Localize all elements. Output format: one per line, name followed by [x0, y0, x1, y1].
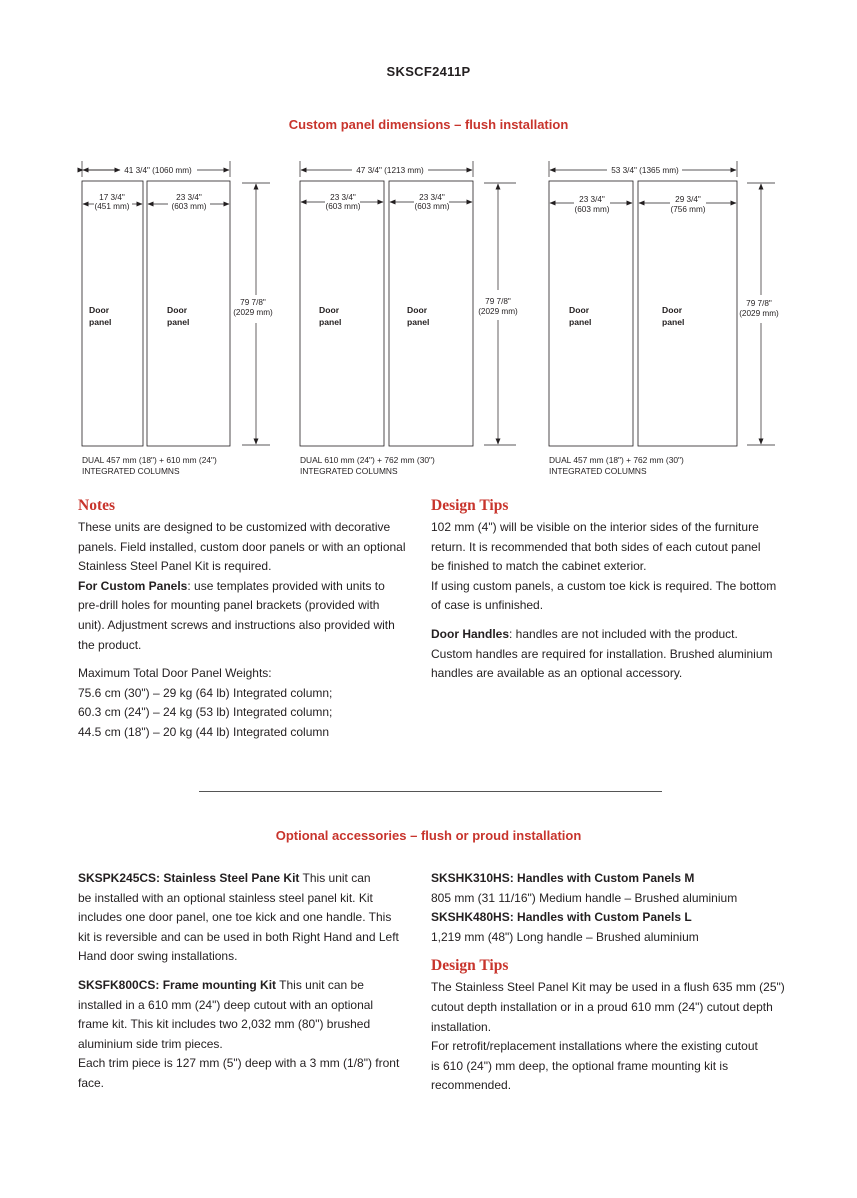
notes-heading: Notes	[78, 497, 116, 514]
door-panel-label: panel	[569, 317, 592, 327]
diagram-caption: INTEGRATED COLUMNS	[549, 466, 647, 476]
diagram-caption: DUAL 610 mm (24") + 762 mm (30")	[300, 455, 435, 465]
height-label-inches: 79 7/8"	[746, 299, 772, 308]
door-panel-label: panel	[407, 317, 430, 327]
door-panel-label: Door	[407, 305, 428, 315]
door-panel-outline	[638, 181, 737, 446]
notes-text-line: Stainless Steel Panel Kit is required.	[78, 559, 272, 574]
door-handles-note: Door Handles: handles are not included with the product.	[431, 626, 738, 641]
handle-l-name: SKSHK480HS: Handles with Custom Panels L	[431, 910, 692, 925]
door-handles-label: Door Handles	[431, 626, 510, 641]
design-tip-line: The Stainless Steel Panel Kit may be used in a flush 635 mm (25")	[431, 980, 785, 995]
accessories-right	[431, 869, 801, 1096]
weight-line: 75.6 cm (30") – 29 kg (64 lb) Integrated column;	[78, 685, 333, 700]
accessory-text-line: frame kit. This kit includes two 2,032 mm (80") brushed	[78, 1017, 371, 1032]
diagram-2	[300, 161, 518, 476]
weights-heading: Maximum Total Door Panel Weights:	[78, 666, 272, 681]
door-panel-label: panel	[89, 317, 112, 327]
height-label-mm: (2029 mm)	[233, 308, 273, 317]
height-label-inches: 79 7/8"	[485, 297, 511, 306]
accessory-text-line: be installed with an optional stainless steel panel kit. Kit	[78, 890, 373, 905]
panel-kit-name: SKSPK245CS: Stainless Steel Pane Kit	[78, 871, 300, 885]
height-label-mm: (2029 mm)	[739, 309, 779, 318]
handle-m-desc: 805 mm (31 11/16") Medium handle – Brushed aluminium	[431, 890, 738, 905]
design-tip-line: return. It is recommended that both sides of each cutout panel	[431, 539, 761, 554]
panel-width-inches: 23 3/4"	[579, 195, 605, 204]
section-divider	[199, 791, 662, 792]
design-tip-line: is 610 (24") mm deep, the optional frame mounting kit is	[431, 1058, 729, 1073]
custom-panels-note: For Custom Panels: use templates provided with units to	[78, 578, 385, 593]
diagram-3	[549, 161, 779, 476]
panel-width-inches: 23 3/4"	[419, 193, 445, 202]
height-label-inches: 79 7/8"	[240, 298, 266, 307]
design-tip-line: If using custom panels, a custom toe kick is required. The bottom	[431, 578, 777, 593]
section-title-dimensions: Custom panel dimensions – flush installation	[288, 117, 569, 132]
panel-width-inches: 17 3/4"	[99, 193, 125, 202]
diagram-1	[82, 161, 273, 476]
design-tip-line: be finished to match the cabinet exterior.	[431, 559, 647, 574]
door-panel-label: Door	[319, 305, 340, 315]
notes-section	[78, 496, 423, 743]
design-tip-line: Custom handles are required for installation. Brushed aluminium	[431, 646, 773, 661]
notes-text-line: unit). Adjustment screws and instructions also provided with	[78, 617, 395, 632]
panel-width-inches: 29 3/4"	[675, 195, 701, 204]
diagram-caption: DUAL 457 mm (18") + 762 mm (30")	[549, 455, 684, 465]
notes-text-line: pre-drill holes for mounting panel brackets (provided with	[78, 598, 380, 613]
overall-width-label: 53 3/4" (1365 mm)	[611, 166, 679, 175]
accessory-text-line: includes one door panel, one toe kick and one handle. This	[78, 910, 392, 925]
accessory-text-line: aluminium side trim pieces.	[78, 1036, 223, 1051]
notes-text-line: the product.	[78, 637, 142, 652]
panel-width-mm: (603 mm)	[574, 205, 610, 214]
overall-width-label: 41 3/4" (1060 mm)	[124, 166, 192, 175]
panel-width-mm: (756 mm)	[670, 205, 706, 214]
accessory-text-line: kit is reversible and can be used in both Right Hand and Left	[78, 929, 399, 944]
accessory-text-line: Each trim piece is 127 mm (5") deep with a 3 mm (1/8") front	[78, 1056, 400, 1071]
design-tip-line: cutout depth installation or in a proud 610 mm (24") cutout depth	[431, 999, 773, 1014]
door-panel-label: Door	[569, 305, 590, 315]
notes-text-line: panels. Field installed, custom door panels or with an optional	[78, 539, 406, 554]
design-tips-heading: Design Tips	[431, 957, 509, 975]
door-panel-label: Door	[89, 305, 110, 315]
design-tips-section	[431, 496, 801, 684]
panel-width-mm: (451 mm)	[94, 202, 130, 211]
door-panel-outline	[549, 181, 633, 446]
weight-line: 60.3 cm (24") – 24 kg (53 lb) Integrated column;	[78, 705, 333, 720]
door-panel-outline	[389, 181, 473, 446]
accessory-text-line: installed in a 610 mm (24") deep cutout with an optional	[78, 997, 374, 1012]
height-label-mm: (2029 mm)	[478, 307, 518, 316]
panel-dimension-diagrams	[70, 150, 810, 490]
accessories-left	[78, 869, 423, 1094]
diagram-caption: INTEGRATED COLUMNS	[300, 466, 398, 476]
accessory-text-line: face.	[78, 1075, 105, 1090]
panel-width-mm: (603 mm)	[325, 202, 361, 211]
panel-width-inches: 23 3/4"	[330, 193, 356, 202]
accessory-text-line: Hand door swing installations.	[78, 949, 238, 964]
door-panel-label: panel	[167, 317, 190, 327]
door-panel-outline	[147, 181, 230, 446]
design-tip-line: recommended.	[431, 1078, 512, 1093]
design-tip-line: of case is unfinished.	[431, 598, 544, 613]
design-tip-line: installation.	[431, 1019, 492, 1034]
handle-l-desc: 1,219 mm (48") Long handle – Brushed aluminium	[431, 929, 699, 944]
section-title-accessories: Optional accessories – flush or proud installation	[275, 828, 582, 843]
panel-kit-intro: SKSPK245CS: Stainless Steel Pane Kit This unit can	[78, 871, 371, 885]
panel-width-mm: (603 mm)	[414, 202, 450, 211]
design-tip-line: handles are available as an optional accessory.	[431, 666, 683, 681]
diagram-caption: INTEGRATED COLUMNS	[82, 466, 180, 476]
door-panel-label: Door	[167, 305, 188, 315]
custom-panels-label: For Custom Panels	[78, 578, 188, 593]
door-panel-label: panel	[319, 317, 342, 327]
frame-kit-name: SKSFK800CS: Frame mounting Kit	[78, 977, 277, 992]
design-tip-line: For retrofit/replacement installations where the existing cutout	[431, 1039, 758, 1054]
design-tip-line: 102 mm (4") will be visible on the interior sides of the furniture	[431, 520, 759, 534]
panel-width-inches: 23 3/4"	[176, 193, 202, 202]
handle-m-name: SKSHK310HS: Handles with Custom Panels M	[431, 871, 695, 885]
door-panel-label: panel	[662, 317, 685, 327]
diagram-caption: DUAL 457 mm (18") + 610 mm (24")	[82, 455, 217, 465]
panel-width-mm: (603 mm)	[171, 202, 207, 211]
notes-text-line: These units are designed to be customized with decorative	[78, 520, 391, 534]
door-panel-outline	[300, 181, 384, 446]
overall-width-label: 47 3/4" (1213 mm)	[356, 166, 424, 175]
door-panel-label: Door	[662, 305, 683, 315]
frame-kit-intro: SKSFK800CS: Frame mounting Kit This unit can be	[78, 977, 364, 992]
design-tips-heading: Design Tips	[431, 497, 509, 514]
model-number: SKSCF2411P	[386, 64, 471, 79]
weight-line: 44.5 cm (18") – 20 kg (44 lb) Integrated column	[78, 724, 330, 739]
